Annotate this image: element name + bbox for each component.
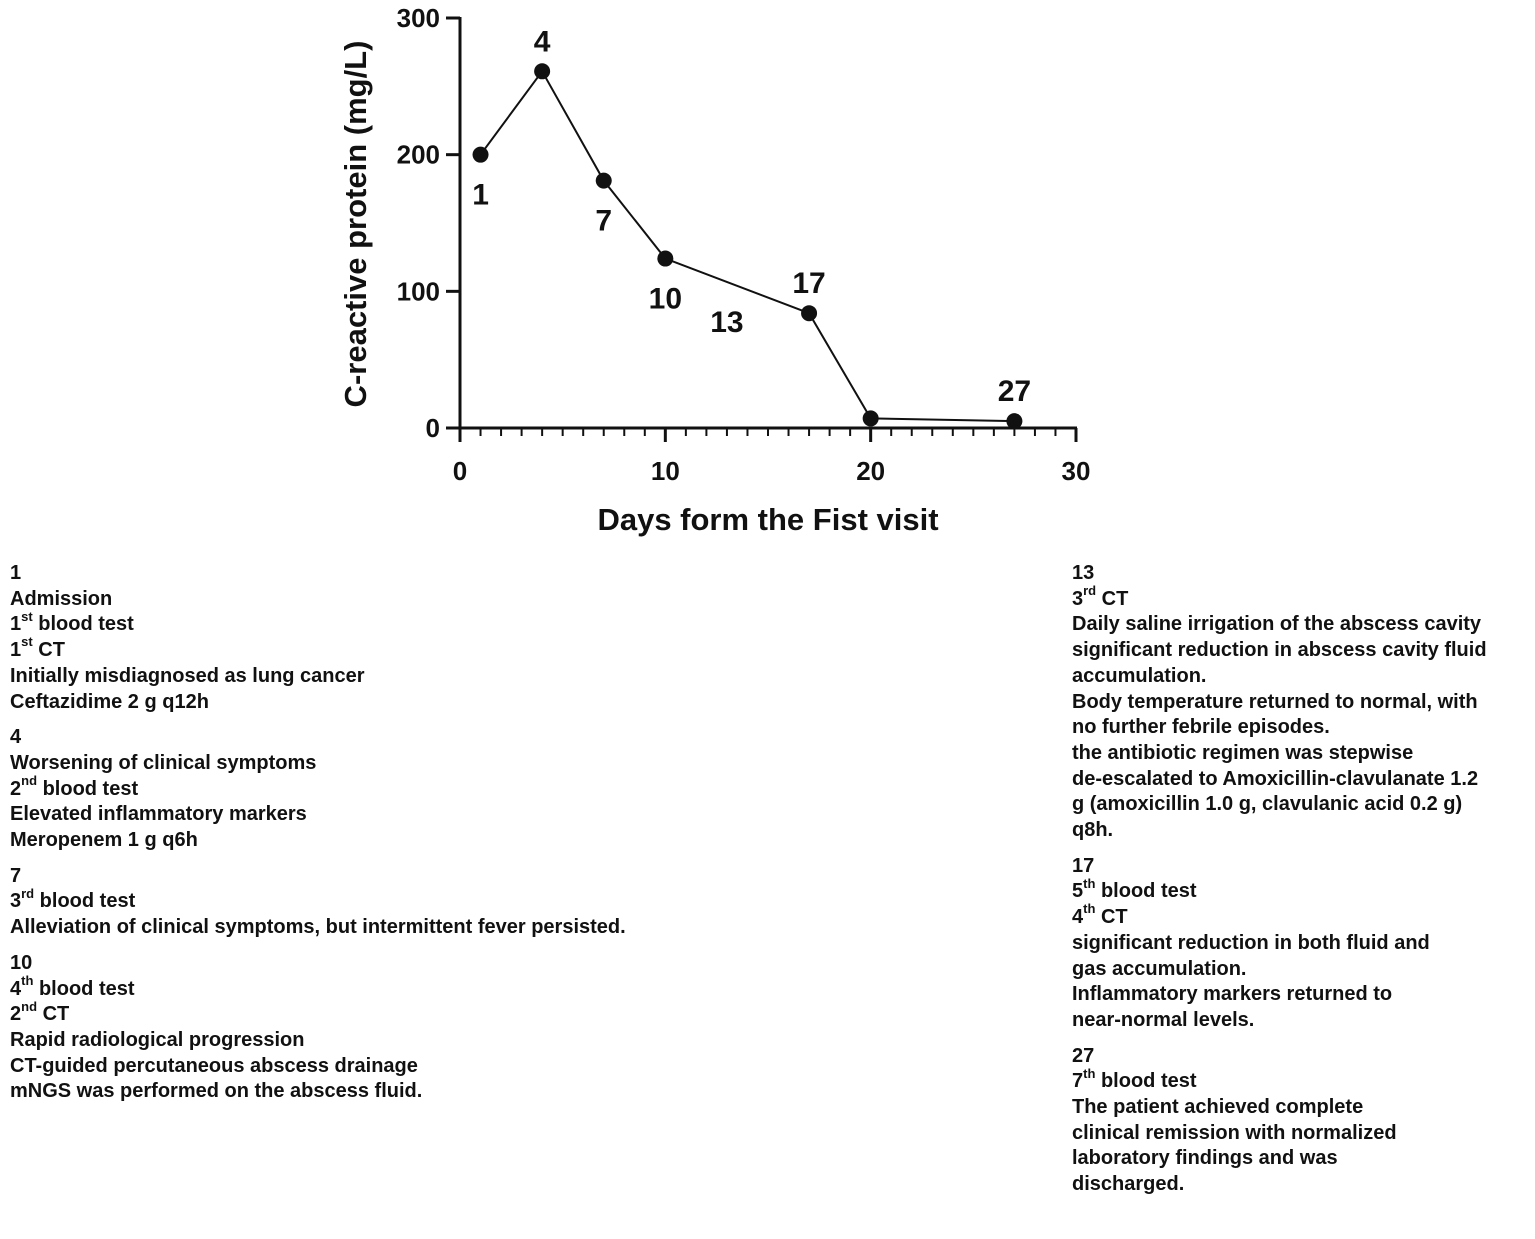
timeline-note [10, 561, 750, 715]
day-annotation-label: 7 [595, 204, 613, 238]
note-line: Elevated inflammatory markers [10, 803, 307, 826]
ordinal-text: CT [32, 639, 65, 662]
series-line [481, 71, 1015, 421]
y-axis-title: C-reactive protein (mg/L) [338, 40, 373, 408]
timeline-notes-right [1072, 561, 1532, 1208]
note-day: 27 [1072, 1044, 1095, 1067]
note-line: Rapid radiological progression [10, 1028, 305, 1051]
data-point [801, 305, 817, 321]
note-day: 7 [10, 864, 22, 887]
data-point [1006, 413, 1022, 429]
note-line [1072, 875, 1532, 905]
note-line [10, 772, 750, 803]
day-annotation-label: 4 [533, 25, 551, 59]
ordinal-suffix: nd [21, 998, 38, 1014]
annotation-layer [472, 25, 1031, 408]
timeline-note [10, 725, 750, 854]
note-line: Meropenem 1 g q6h [10, 829, 198, 852]
ordinal-text: CT [1095, 906, 1128, 929]
data-point [596, 173, 612, 189]
note-line: q8h. [1072, 819, 1114, 842]
note-line: g (amoxicillin 1.0 g, clavulanic acid 0.2 g) [1072, 793, 1463, 816]
ordinal-text: CT [1096, 587, 1129, 610]
ordinal-suffix: th [1083, 1065, 1096, 1081]
note-line: CT-guided percutaneous abscess drainage [10, 1054, 418, 1077]
ordinal-number: 5 [1072, 880, 1084, 903]
note-line: The patient achieved complete [1072, 1096, 1364, 1119]
note-line: Alleviation of clinical symptoms, but intermittent fever persisted. [10, 916, 626, 939]
day-annotation-label: 27 [997, 375, 1032, 409]
note-line [1072, 901, 1532, 931]
note-line [1072, 583, 1532, 613]
y-tick-label: 300 [396, 3, 440, 33]
timeline-note [10, 864, 750, 941]
note-line: clinical remission with normalized [1072, 1121, 1397, 1144]
y-tick-label: 100 [396, 276, 440, 307]
note-line: significant reduction in both fluid and [1072, 931, 1430, 954]
note-line: Admission [10, 587, 113, 610]
ordinal-text: blood test [1095, 880, 1197, 903]
series-layer [473, 63, 1023, 429]
ordinal-number: 7 [1072, 1070, 1084, 1093]
day-annotation-label: 13 [710, 305, 744, 339]
x-tick-label: 0 [452, 456, 468, 486]
data-point [863, 410, 879, 426]
note-line: Ceftazidime 2 g q12h [10, 690, 209, 713]
note-line [10, 608, 750, 638]
ordinal-text: blood test [1095, 1070, 1197, 1093]
y-tick-label: 0 [425, 413, 440, 443]
note-line: Body temperature returned to normal, with [1072, 690, 1478, 713]
note-line [10, 634, 750, 664]
ordinal-suffix: th [21, 972, 34, 988]
note-day: 17 [1072, 854, 1095, 877]
ordinal-suffix: st [21, 608, 33, 624]
ordinal-text: CT [37, 1003, 70, 1026]
day-annotation-label: 1 [472, 178, 489, 212]
note-line: accumulation. [1072, 664, 1207, 687]
day-annotation-label: 17 [792, 267, 826, 301]
ordinal-text: blood test [33, 977, 135, 1000]
note-line: gas accumulation. [1072, 957, 1247, 980]
note-day: 1 [10, 562, 22, 584]
ordinal-number: 1 [10, 613, 22, 636]
note-line [1072, 1065, 1532, 1095]
ordinal-number: 2 [10, 1003, 22, 1026]
timeline-notes-left [10, 561, 750, 1115]
ordinal-number: 4 [1072, 906, 1084, 929]
day-annotation-label: 10 [648, 282, 683, 316]
ordinal-suffix: th [1083, 875, 1096, 891]
crp-line-chart [0, 0, 1535, 550]
note-line: discharged. [1072, 1173, 1185, 1196]
note-line: no further febrile episodes. [1072, 716, 1330, 739]
y-tick-label: 200 [396, 139, 440, 170]
ordinal-number: 3 [1072, 587, 1084, 610]
ordinal-suffix: rd [1083, 583, 1097, 599]
timeline-note [1072, 854, 1532, 1034]
note-day: 10 [10, 951, 33, 974]
ordinal-text: blood test [32, 613, 134, 636]
ordinal-suffix: nd [21, 772, 38, 788]
note-line: Inflammatory markers returned to [1072, 983, 1393, 1006]
axes [397, 3, 1091, 486]
ordinal-suffix: st [21, 634, 33, 650]
note-line: significant reduction in abscess cavity fluid [1072, 639, 1487, 662]
x-axis-title: Days form the Fist visit [597, 502, 939, 537]
timeline-note [1072, 1044, 1532, 1198]
note-line: Initially misdiagnosed as lung cancer [10, 664, 365, 687]
note-line: Daily saline irrigation of the abscess cavity [1072, 613, 1482, 636]
data-point [473, 147, 489, 163]
note-line: mNGS was performed on the abscess fluid. [10, 1080, 423, 1103]
note-line: the antibiotic regimen was stepwise [1072, 741, 1414, 764]
note-line: Worsening of clinical symptoms [10, 751, 317, 774]
ordinal-number: 4 [10, 977, 22, 1000]
x-tick-label: 30 [1061, 456, 1091, 486]
x-tick-label: 10 [650, 456, 680, 486]
timeline-note [1072, 561, 1532, 844]
data-point [657, 251, 673, 267]
timeline-note [10, 951, 750, 1105]
note-line: de-escalated to Amoxicillin-clavulanate 1.2 [1072, 767, 1479, 790]
note-line: near-normal levels. [1072, 1008, 1255, 1031]
ordinal-suffix: rd [21, 885, 35, 901]
ordinal-number: 2 [10, 777, 22, 800]
ordinal-number: 3 [10, 890, 22, 913]
x-tick-label: 20 [856, 456, 886, 486]
ordinal-number: 1 [10, 639, 22, 662]
note-line: laboratory findings and was [1072, 1147, 1338, 1170]
ordinal-text: blood test [37, 777, 139, 800]
note-line [10, 998, 750, 1028]
data-point [534, 63, 550, 79]
ordinal-text: blood test [34, 890, 136, 913]
note-day: 13 [1072, 562, 1095, 584]
note-day: 4 [10, 726, 22, 749]
note-line [10, 972, 750, 1003]
note-line [10, 885, 750, 915]
ordinal-suffix: th [1083, 901, 1096, 917]
